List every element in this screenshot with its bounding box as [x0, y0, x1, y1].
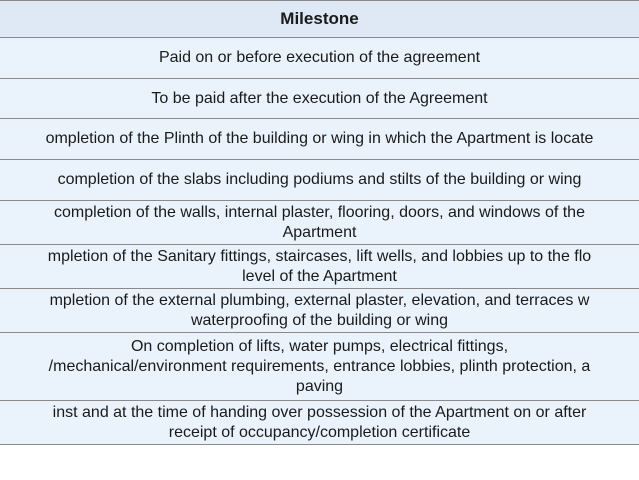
milestone-text: Apartment	[282, 223, 357, 241]
table-row	[0, 289, 639, 333]
milestone-cell	[0, 38, 639, 79]
milestone-cell	[0, 79, 639, 119]
milestone-cell	[0, 333, 639, 401]
milestone-text: Paid on or before execution of the agreement	[158, 49, 481, 66]
table-header-row	[0, 1, 639, 38]
milestone-text: level of the Apartment	[242, 267, 397, 285]
table-row	[0, 245, 639, 289]
milestone-cell	[0, 289, 639, 333]
milestone-text: completion of the slabs including podiums and stilts of the building or wing	[57, 171, 582, 188]
milestone-text: completion of the walls, internal plaster, flooring, doors, and windows of the	[54, 203, 585, 221]
table-row	[0, 38, 639, 79]
milestone-cell	[0, 401, 639, 445]
milestone-text: receipt of occupancy/completion certificate	[168, 423, 471, 441]
milestone-text: paving	[295, 377, 344, 395]
table-row	[0, 201, 639, 245]
milestone-text: On completion of lifts, water pumps, electrical fittings,	[130, 337, 509, 355]
milestone-text: inst and at the time of handing over possession of the Apartment on or after	[52, 403, 587, 421]
milestone-text: ompletion of the Plinth of the building or wing in which the Apartment is locate	[45, 130, 594, 147]
milestone-cell	[0, 160, 639, 201]
milestone-cell	[0, 119, 639, 160]
milestone-cell	[0, 245, 639, 289]
milestone-text: waterproofing of the building or wing	[190, 311, 449, 329]
milestone-cell	[0, 201, 639, 245]
milestone-text: /mechanical/environment requirements, entrance lobbies, plinth protection, a	[48, 357, 591, 375]
milestone-text: mpletion of the Sanitary fittings, staircases, lift wells, and lobbies up to the flo	[47, 247, 592, 265]
table-row	[0, 160, 639, 201]
table-row	[0, 79, 639, 119]
table-row	[0, 119, 639, 160]
milestone-column-header: Milestone	[0, 1, 639, 38]
table-row	[0, 401, 639, 445]
milestone-text: mpletion of the external plumbing, external plaster, elevation, and terraces w	[49, 291, 590, 309]
table-row	[0, 333, 639, 401]
milestone-text: To be paid after the execution of the Agreement	[151, 89, 488, 107]
